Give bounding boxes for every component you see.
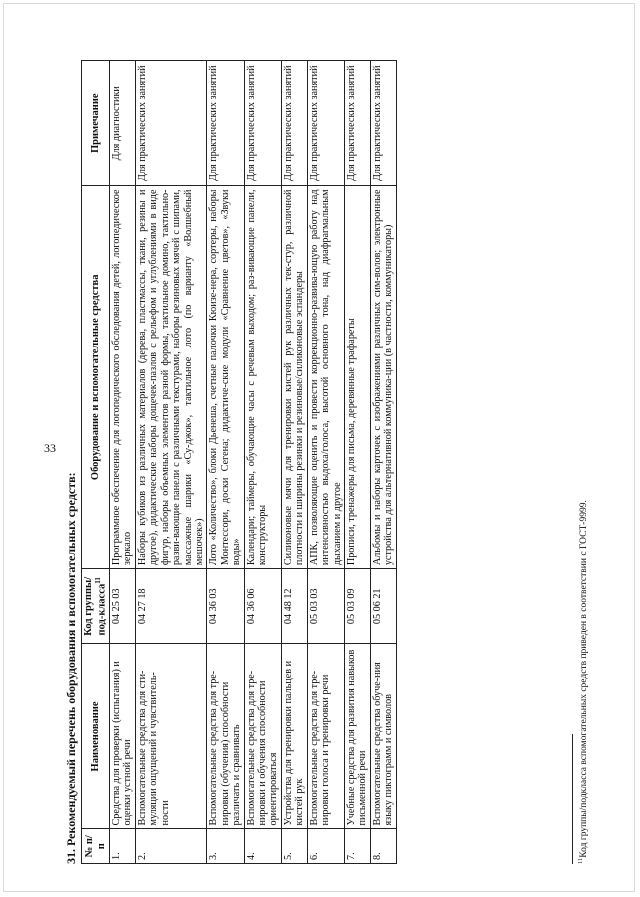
row-num: 5. xyxy=(281,829,307,864)
row-name: Вспомогательные средства для сти-муляции ощущений и чувствитель-ности xyxy=(135,644,207,829)
header-code-footnote-marker: 11 xyxy=(93,577,102,584)
row-name: Вспомогательные средства обуче-ния языку пиктограмм и символов xyxy=(370,644,396,829)
header-code-label: Код группы/под-класса xyxy=(83,576,108,636)
row-name: Устройства для тренировки пальцев и кистей рук xyxy=(281,644,307,829)
header-name: Наименование xyxy=(82,644,110,829)
row-note: Для практических занятий xyxy=(244,61,281,186)
row-note: Для практических занятий xyxy=(370,61,396,186)
table-row xyxy=(207,61,244,864)
footnote xyxy=(577,500,589,864)
header-equipment: Оборудование и вспомогательные средства xyxy=(82,186,110,569)
header-note: Примечание xyxy=(82,61,110,186)
row-equipment: Силиконовые мячи для тренировки кистей рук различных тек-стур, различной плотности и ширины резинки и резиновые/силиконовые эспандеры xyxy=(281,186,307,569)
row-code: 04 36 03 xyxy=(207,569,244,644)
table-row xyxy=(244,61,281,864)
row-num: 8. xyxy=(370,829,396,864)
table-row xyxy=(281,61,307,864)
row-note: Для практических занятий xyxy=(307,61,344,186)
row-code: 05 03 09 xyxy=(345,569,371,644)
table-row xyxy=(110,61,136,864)
footnote-text: Код группы/подкласса вспомогательных средств приведен в соответствии с ГОСТ-9999. xyxy=(579,500,590,858)
rotated-page-content xyxy=(64,40,624,880)
header-num: № п/п xyxy=(82,829,110,864)
row-num: 6. xyxy=(307,829,344,864)
row-code: 04 25 03 xyxy=(110,569,136,644)
row-equipment: АПК, позволяющие оценить и провести коррекционно-развива-ющую работу над интенсивностью выдоха/голоса, высотой основного тона, над диафрагмальным дыханием и другое xyxy=(307,186,344,569)
page-number: 33 xyxy=(44,441,56,455)
footnote-marker: 11 xyxy=(577,857,584,864)
row-equipment: Программное обеспечение для логопедического обследования детей, логопедическое зеркало xyxy=(110,186,136,569)
row-name: Учебные средства для развития навыков письменной речи xyxy=(345,644,371,829)
row-code: 05 06 21 xyxy=(370,569,396,644)
header-code xyxy=(82,569,110,644)
row-equipment: Наборы кубиков из различных материалов (дерева, пластмассы, ткани, резины и другое), дидактические наборы дощечек-пазлов с рельефом и углублениями в виде фигур, наборы объемных элементов разной формы, тактильное домино, тактильно-разви-вающие панели с различными текстурами, наборы резиновых мячей с шипами, массажные шарики «Су-джок», тактильное лото (по варианту «Волшебный мешочек») xyxy=(135,186,207,569)
row-num: 2. xyxy=(135,829,207,864)
row-code: 04 48 12 xyxy=(281,569,307,644)
row-num: 1. xyxy=(110,829,136,864)
section-title: 31. Рекомендуемый перечень оборудования и вспомогательных средств: xyxy=(64,472,78,864)
row-num: 7. xyxy=(345,829,371,864)
row-code: 04 27 18 xyxy=(135,569,207,644)
row-name: Средства для проверки (испытания) и оценки устной речи xyxy=(110,644,136,829)
row-num: 3. xyxy=(207,829,244,864)
row-note: Для практических занятий xyxy=(135,61,207,186)
table-row xyxy=(135,61,207,864)
row-equipment: Лото «Количество», блоки Дьенеша, счетные палочки Кюизе-нера, сортеры, наборы Монтессори, доски Сегена; дидактиче-ские модули «Сравнение цветов», «Звуки воды» xyxy=(207,186,244,569)
row-equipment: Календари; таймеры, обучающие часы с речевым выходом; раз-вивающие панели, конструкторы xyxy=(244,186,281,569)
row-code: 05 03 03 xyxy=(307,569,344,644)
table-row xyxy=(307,61,344,864)
table-header-row xyxy=(82,61,110,864)
row-name: Вспомогательные средства для тре-нировки и обучения способности ориентироваться xyxy=(244,644,281,829)
row-name: Вспомогательные средства для тре-нировки голоса и тренировки речи xyxy=(307,644,344,829)
row-num: 4. xyxy=(244,829,281,864)
row-equipment: Прописи, тренажеры для письма, деревянные трафареты xyxy=(345,186,371,569)
row-note: Для практических занятий xyxy=(207,61,244,186)
table-row xyxy=(345,61,371,864)
row-note: Для диагностики xyxy=(110,61,136,186)
row-note: Для практических занятий xyxy=(281,61,307,186)
equipment-table xyxy=(81,60,397,864)
row-code: 04 36 06 xyxy=(244,569,281,644)
footnote-divider xyxy=(572,734,573,864)
row-note: Для практических занятий xyxy=(345,61,371,186)
row-equipment: Альбомы и наборы карточек с изображениями различных сим-волов; электронные устройства для альтернативной коммуника-ции (в частности, коммуникаторы) xyxy=(370,186,396,569)
row-name: Вспомогательные средства для тре-нировки (обучения) способности различать и сравнивать xyxy=(207,644,244,829)
table-row xyxy=(370,61,396,864)
